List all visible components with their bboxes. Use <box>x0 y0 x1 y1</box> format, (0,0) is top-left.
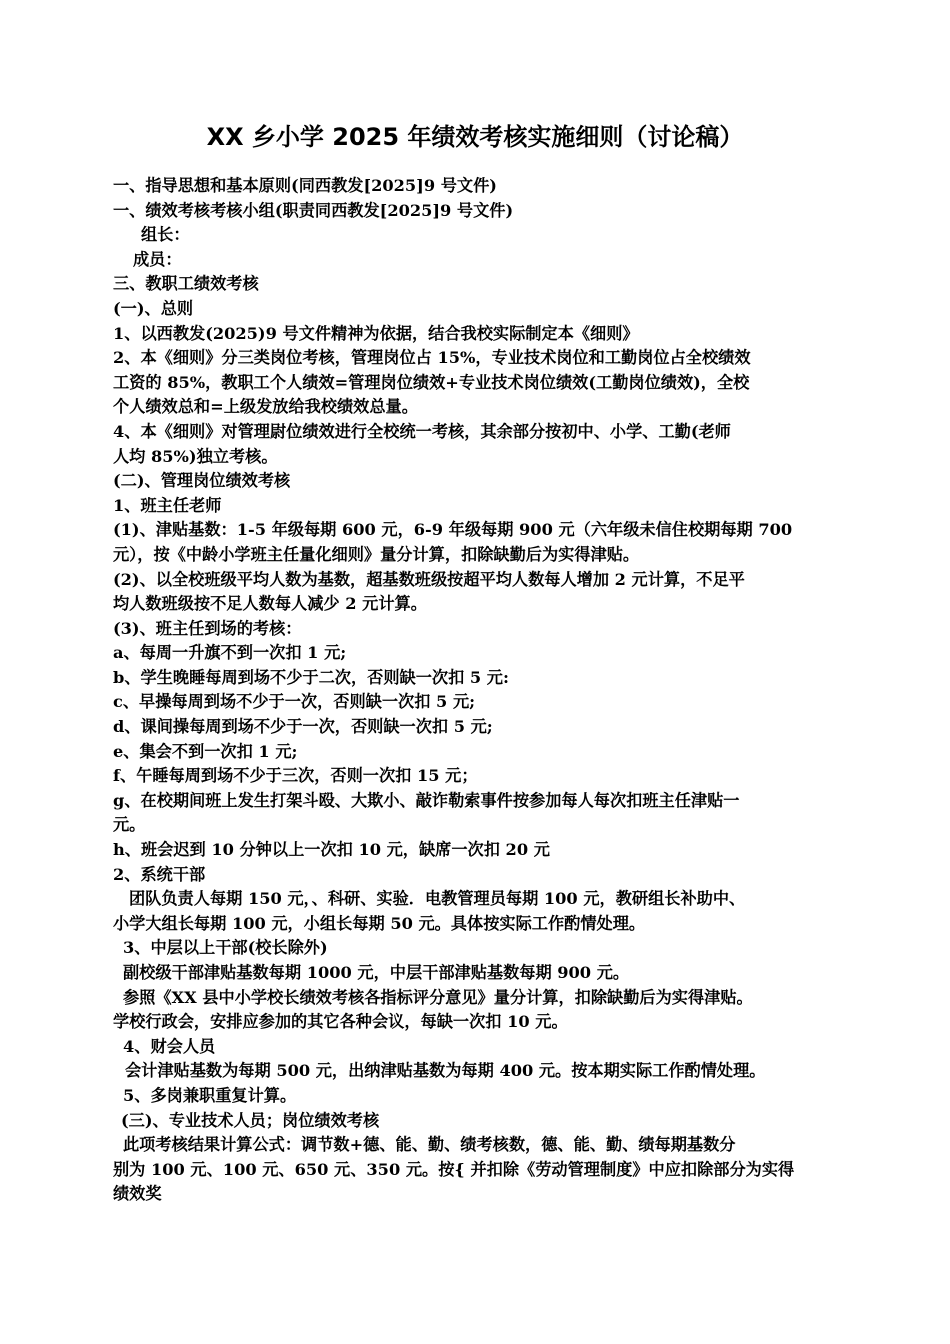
paragraph-line: 副校级干部津贴基数每期 1000 元，中层干部津贴基数每期 900 元。 <box>123 963 630 982</box>
list-item: 元。 <box>113 815 146 835</box>
paragraph-line: 组长： <box>141 225 190 245</box>
paragraph-line: 4、本《细则》对管理尉位绩效进行全校统一考核，其余部分按初中、小学、工勤(老师 <box>113 421 731 441</box>
paragraph-line: 元），按《中龄小学班主任量化细则》量分计算，扣除缺勤后为实得津贴。 <box>113 544 640 564</box>
paragraph-line: 工资的 85%，教职工个人绩效=管理岗位绩效+专业技术岗位绩效(工勤岗位绩效)，全校 <box>113 372 750 392</box>
paragraph-line: 2、系统干部 <box>113 864 206 884</box>
document-body <box>113 174 863 1207</box>
document-title: XX 乡小学 2025 年绩效考核实施细则（讨论稿） <box>206 123 744 151</box>
paragraph-line: 3、中层以上干部(校长除外) <box>123 938 328 958</box>
paragraph-line: 参照《XX 县中小学校长绩效考核各指标评分意见》量分计算，扣除缺勤后为实得津贴。 <box>123 987 753 1007</box>
paragraph-line: (3)、班主任到场的考核： <box>113 618 302 638</box>
list-item: d、课间操每周到场不少于一次，否则缺一次扣 5 元; <box>113 717 493 737</box>
paragraph-line: 成员： <box>133 249 182 269</box>
paragraph-line: 会计津贴基数为每期 500 元，出纳津贴基数为每期 400 元。按本期实际工作酌情处理。 <box>125 1061 766 1081</box>
paragraph-line: 1、班主任老师 <box>113 495 222 515</box>
list-item: f、午睡每周到场不少于三次，否则一次扣 15 元； <box>113 766 478 786</box>
subsection-heading: (二)、管理岗位绩效考核 <box>113 471 291 491</box>
paragraph-line: 小学大组长每期 100 元，小组长每期 50 元。具体按实际工作酌情处理。 <box>113 913 646 933</box>
paragraph-line: 学校行政会，安排应参加的其它各种会议，每缺一次扣 10 元。 <box>113 1012 568 1032</box>
section-heading: 三、教职工绩效考核 <box>113 274 259 294</box>
paragraph-line: 绩效奖 <box>113 1184 162 1204</box>
paragraph-line: 此项考核结果计算公式：调节数+德、能、勤、绩考核数，德、能、勤、绩每期基数分 <box>123 1135 736 1155</box>
paragraph-line: 4、财会人员 <box>123 1036 216 1056</box>
subsection-heading: (三)、专业技术人员；岗位绩效考核 <box>121 1110 380 1130</box>
paragraph-line: (2)、以全校班级平均人数为基数，超基数班级按超平均人数每人增加 2 元计算，不足平 <box>113 569 745 589</box>
list-item: e、集会不到一次扣 1 元; <box>113 741 298 761</box>
paragraph-line: 团队负责人每期 150 元，、科研、实验．电教管理员每期 100 元，教研组长补助中、 <box>129 889 746 909</box>
section-heading: 一、指导思想和基本原则(同西教发[2025]9 号文件) <box>113 176 497 195</box>
paragraph-line: (1)、津贴基数：1-5 年级每期 600 元，6-9 年级每期 900 元（六年级未信住校期每期 700 <box>113 520 793 540</box>
paragraph-line: 2、本《细则》分三类岗位考核，管理岗位占 15%，专业技术岗位和工勤岗位占全校绩效 <box>113 348 751 368</box>
list-item: b、学生晚睡每周到场不少于二次，否则缺一次扣 5 元: <box>113 667 509 687</box>
paragraph-line: 人均 85%)独立考核。 <box>113 446 278 466</box>
subsection-heading: (一)、总则 <box>113 298 194 318</box>
paragraph-line: 5、多岗兼职重复计算。 <box>123 1085 297 1105</box>
paragraph-line: 1、以西教发(2025)9 号文件精神为依据，结合我校实际制定本《细则》 <box>113 323 639 343</box>
paragraph-line: 均人数班级按不足人数每人减少 2 元计算。 <box>113 594 427 614</box>
list-item: c、早操每周到场不少于一次，否则缺一次扣 5 元; <box>113 692 476 712</box>
list-item: a、每周一升旗不到一次扣 1 元; <box>113 643 347 663</box>
section-heading: 一、绩效考核考核小组(职责同西教发[2025]9 号文件) <box>113 200 514 220</box>
paragraph-line: 个人绩效总和=上级发放给我校绩效总量。 <box>113 397 418 417</box>
list-item: g、在校期间班上发生打架斗殴、大欺小、敲诈勒索事件按参加每人每次扣班主任津贴一 <box>113 790 740 810</box>
paragraph-line: 别为 100 元、100 元、650 元、350 元。按{ 并扣除《劳动管理制度》中应扣除部分为实得 <box>113 1159 795 1179</box>
list-item: h、班会迟到 10 分钟以上一次扣 10 元，缺席一次扣 20 元 <box>113 840 550 860</box>
